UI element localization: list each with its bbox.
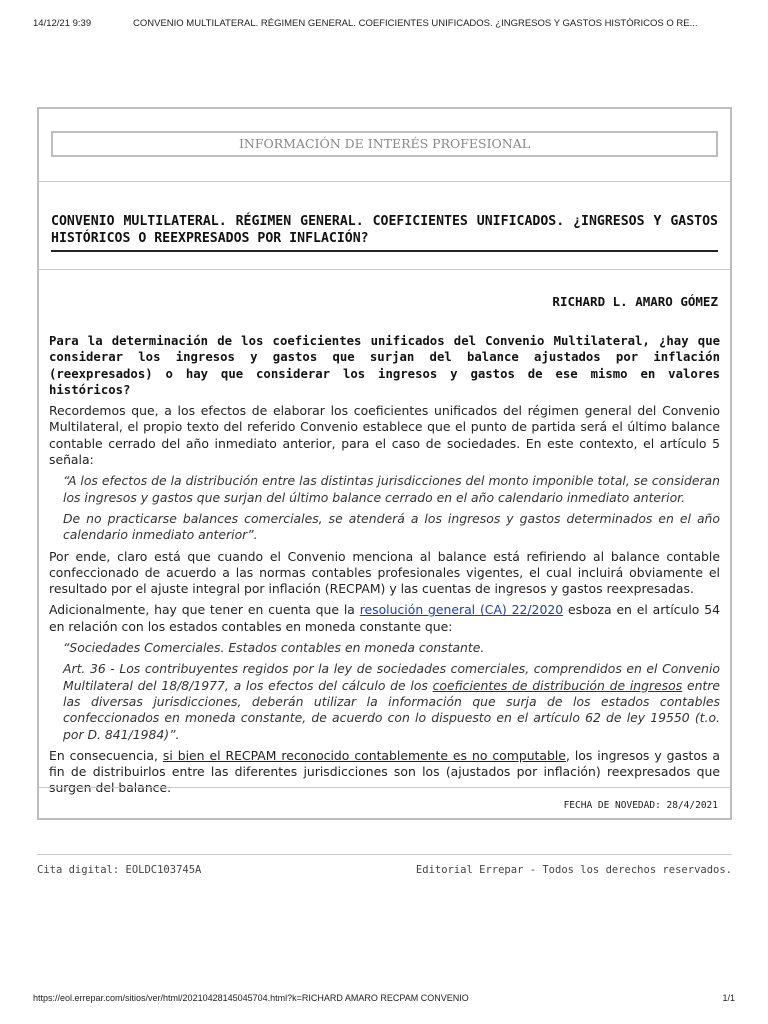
novedad-date: FECHA DE NOVEDAD: 28/4/2021 — [563, 800, 718, 811]
print-url: https://eol.errepar.com/sitios/ver/html/20210428145045704.html?k=RICHARD AMARO RECPAM CONVENIO — [33, 993, 469, 1003]
lead-question: Para la determinación de los coeficientes unificados del Convenio Multilateral, ¿hay que considerar los ingresos y gastos que surjan del balance ajustados por inflación (reexpresados) o hay que considerar los ingresos y gastos de ese mismo en valores históricos? — [49, 334, 720, 397]
print-date: 14/12/21 9:39 — [33, 18, 92, 29]
divider — [39, 269, 730, 270]
resolution-link[interactable]: resolución general (CA) 22/2020 — [359, 602, 564, 618]
footer-divider — [37, 854, 732, 855]
article-body — [49, 333, 720, 802]
article-title: CONVENIO MULTILATERAL. RÉGIMEN GENERAL. COEFICIENTES UNIFICADOS. ¿INGRESOS Y GASTOS HISTÓRICOS O REEXPRESADOS POR INFLACIÓN? — [51, 213, 718, 252]
paragraph-3: Adicionalmente, hay que tener en cuenta que la resolución general (CA) 22/2020 esboza en el artículo 54 en relación con los estados contables en moneda constante que: — [49, 602, 720, 634]
print-footer — [33, 993, 735, 1003]
print-title: CONVENIO MULTILATERAL. RÉGIMEN GENERAL. COEFICIENTES UNIFICADOS. ¿INGRESOS Y GASTOS HISTÓRICOS O RE... — [133, 18, 698, 29]
page-number: 1/1 — [722, 993, 735, 1003]
article-author: RICHARD L. AMARO GÓMEZ — [552, 294, 718, 309]
section-banner: INFORMACIÓN DE INTERÉS PROFESIONAL — [51, 131, 718, 157]
paragraph-4: En consecuencia, si bien el RECPAM reconocido contablemente es no computable, los ingresos y gastos a fin de distribuirlos entre las diferentes jurisdicciones son los (ajustados por inflación) reexpresados que surgen del balance. — [49, 747, 720, 796]
quote-2: De no practicarse balances comerciales, se atenderá a los ingresos y gastos determinados en el año calendario inmediato anterior”. — [63, 510, 720, 543]
copyright: Editorial Errepar - Todos los derechos reservados. — [415, 864, 732, 876]
quote-4: Art. 36 - Los contribuyentes regidos por la ley de sociedades comerciales, comprendidos en el Convenio Multilateral del 18/8/1977, a los efectos del cálculo de los coeficientes de distribución de ingresos entre las diversas jurisdicciones, deberán utilizar la información que surja de los estados contables confeccionados en moneda constante, de acuerdo con lo dispuesto en el artículo 62 de ley 19550 (t.o. por D. 841/1984)”. — [63, 661, 720, 742]
print-header — [33, 18, 735, 29]
quote-1: “A los efectos de la distribución entre las distintas jurisdicciones del monto imponible total, se consideran los ingresos y gastos que surjan del último balance cerrado en el año calendario inmediato anterior. — [63, 473, 720, 505]
quote-3: “Sociedades Comerciales. Estados contables en moneda constante. — [63, 640, 485, 656]
paragraph-1: Recordemos que, a los efectos de elaborar los coeficientes unificados del régimen general del Convenio Multilateral, el propio texto del referido Convenio establece que el punto de partida será el último balance contable cerrado del año inmediato anterior, para el caso de sociedades. En este contexto, el artículo 5 señala: — [49, 403, 720, 468]
article-frame — [37, 107, 732, 820]
paragraph-2: Por ende, claro está que cuando el Convenio menciona al balance está refiriendo al balance contable confeccionado de acuerdo a las normas contables profesionales vigentes, el cual incluirá obviamente el resultado por el ajuste integral por inflación (RECPAM) y las cuentas de ingresos y gastos reexpresadas. — [49, 548, 720, 597]
citation: Cita digital: EOLDC103745A — [37, 864, 202, 876]
divider — [39, 787, 730, 788]
divider — [39, 181, 730, 182]
